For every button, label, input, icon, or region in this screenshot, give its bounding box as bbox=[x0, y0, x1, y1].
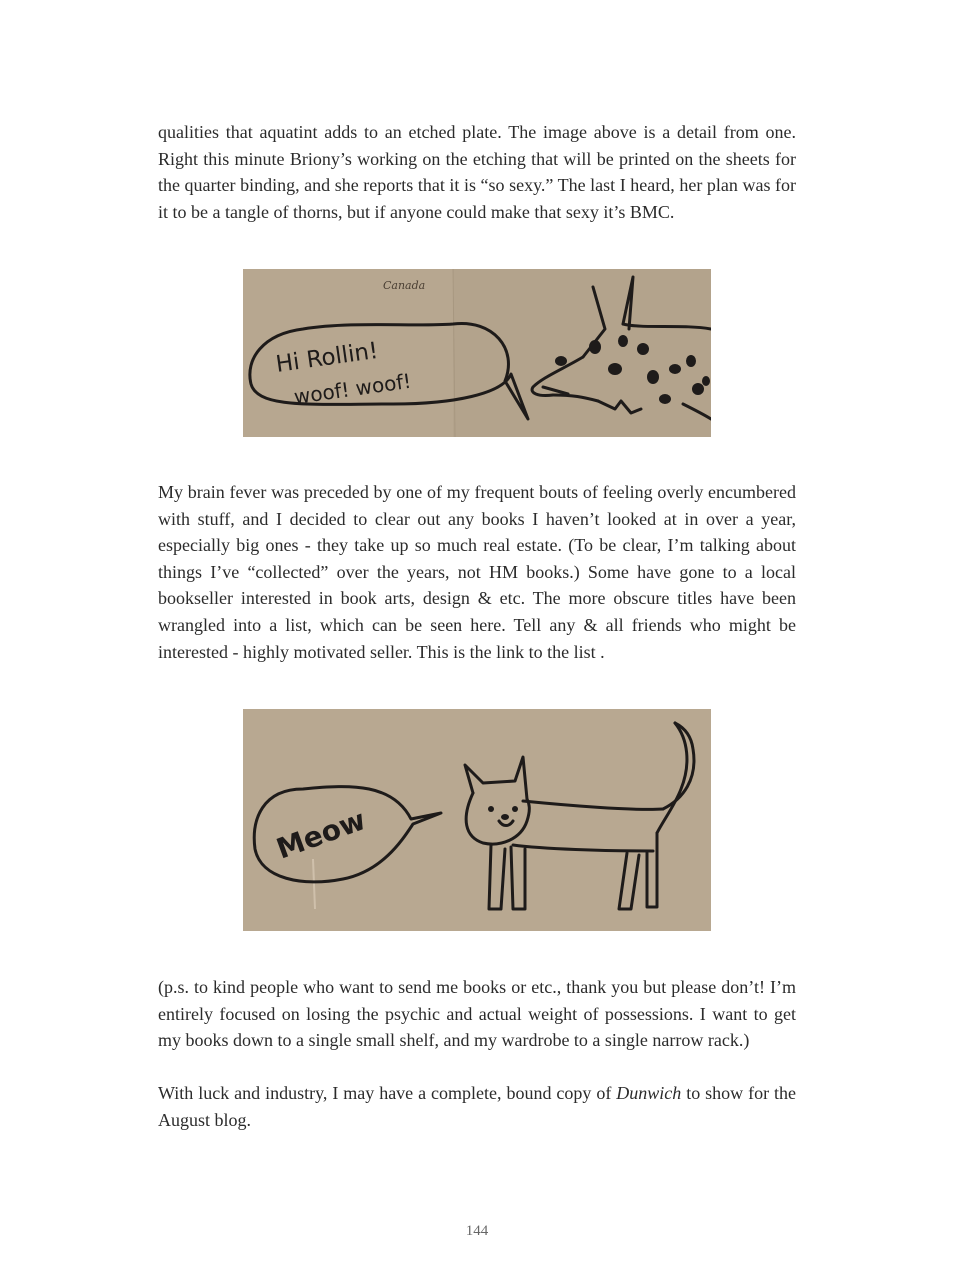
paragraph-book-clearout: My brain fever was preceded by one of my frequent bouts of feeling overly encumbered with stuff, and I decided to clear out any books I haven’t looked at in over a year, especially big ones - they take up so much real estate. (To be clear, I’m talking about things I’ve “collected” over the years, not HM books.) Some have gone to a local bookseller interested in book arts, design & etc. The more obscure titles have been wrangled into a list, which can be seen here. Tell any & all friends who might be interested - highly motivated seller. This is the link to the list . bbox=[158, 482, 796, 662]
dunwich-text-before: With luck and industry, I may have a complete, bound copy of bbox=[158, 1083, 617, 1103]
dunwich-title: Dunwich bbox=[616, 1083, 682, 1103]
paragraph-ps-note: (p.s. to kind people who want to send me books or etc., thank you but please don’t! I’m entirely focused on losing the psychic and actual weight of possessions. I want to get my books down to a single small shelf, and my wardrobe to a single narrow rack.) bbox=[158, 977, 796, 1051]
dunwich-text-after: to show for the August blog. bbox=[158, 1083, 796, 1130]
paragraph-aquatint: qualities that aquatint adds to an etched plate. The image above is a detail from one. Right this minute Briony’s working on the etching that will be printed on the sheets for the quarter binding, and she reports that it is “so sexy.” The last I heard, her plan was for it to be a tangle of thorns, but if anyone could make that sexy it’s BMC. bbox=[158, 122, 796, 222]
cat-drawing-svg bbox=[243, 709, 711, 931]
canada-scribble: Canada bbox=[383, 279, 426, 292]
dog-drawing-svg bbox=[243, 269, 711, 437]
bubble-text-line1: Hi Rollin! bbox=[274, 337, 380, 378]
meow-text: Meow bbox=[272, 803, 370, 866]
paragraph-dunwich bbox=[158, 1080, 796, 1133]
cat-drawing-image bbox=[243, 709, 711, 931]
page-number: 144 bbox=[465, 1223, 489, 1239]
dog-drawing-image bbox=[243, 269, 711, 437]
bubble-text-line2: woof! woof! bbox=[292, 368, 413, 409]
